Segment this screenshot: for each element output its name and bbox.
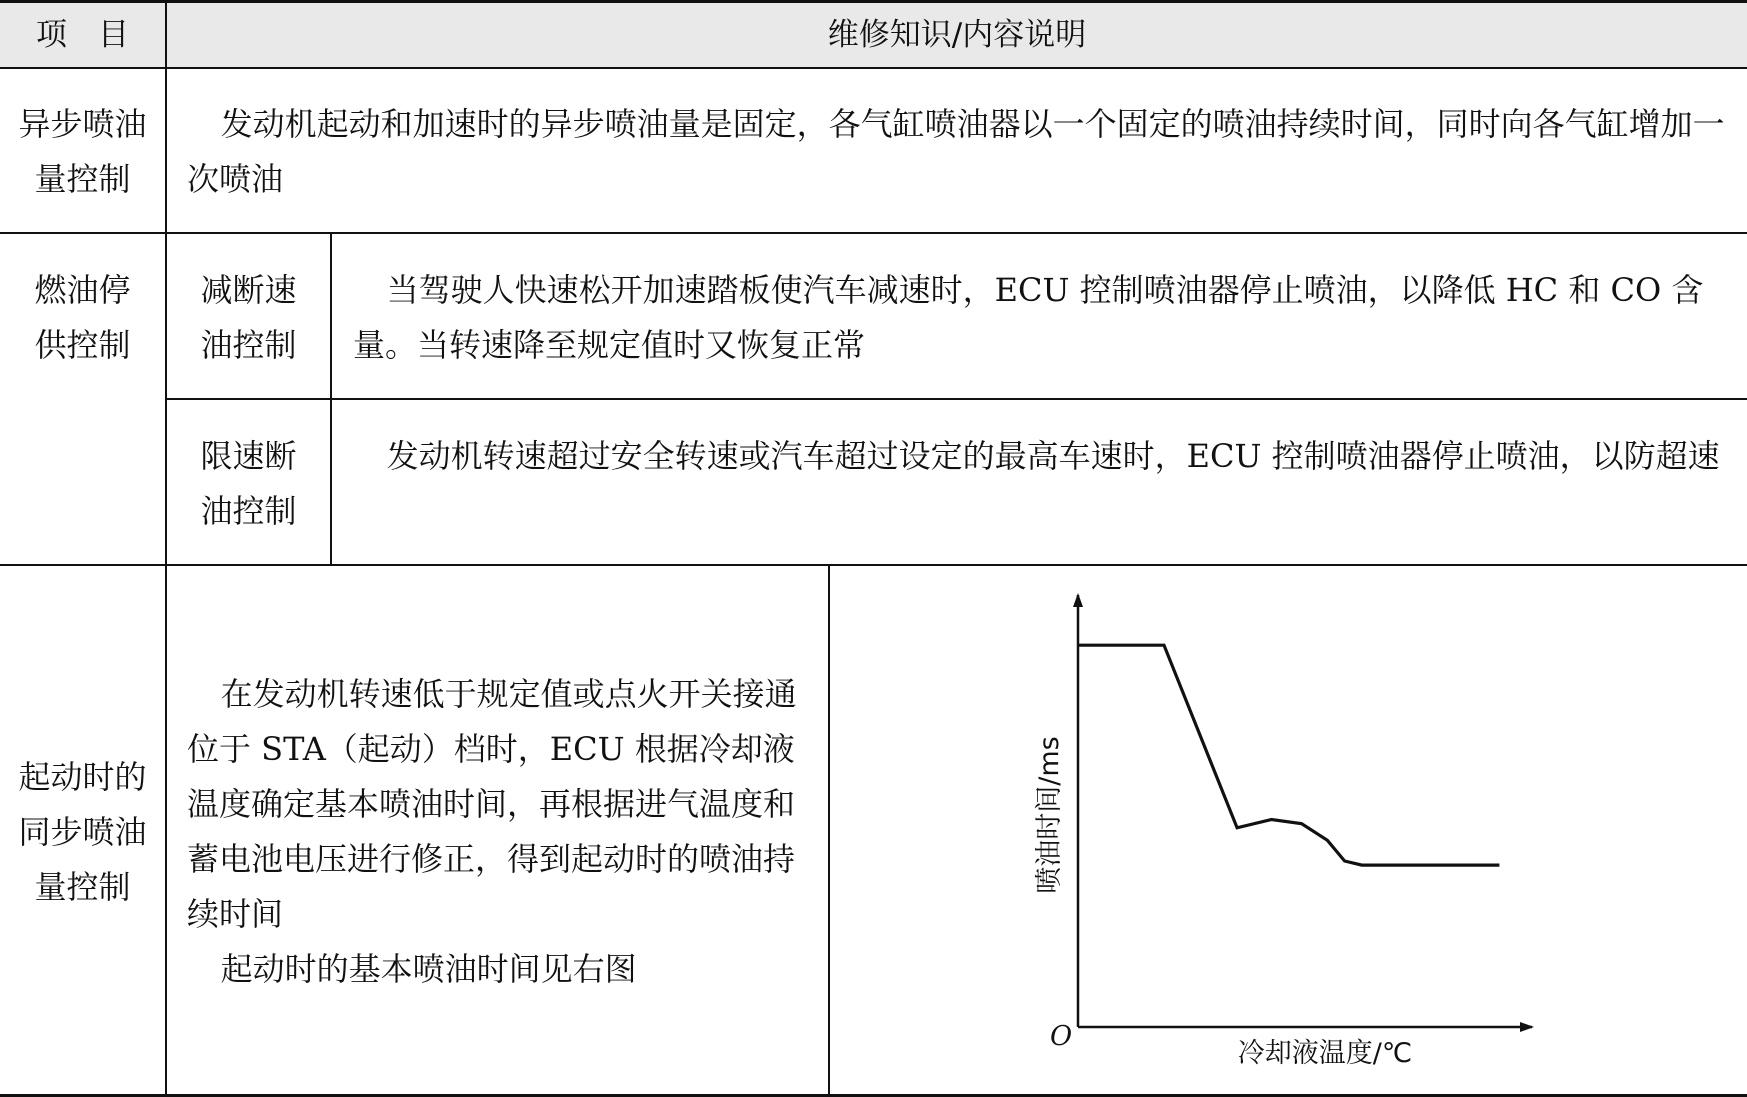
async-row-text: 发动机起动和加速时的异步喷油量是固定，各气缸喷油器以一个固定的喷油持续时间，同时向各气缸增加一次喷油 <box>187 105 1725 198</box>
overspeed-sub-label <box>167 429 330 539</box>
chart-svg <box>1030 585 1550 1075</box>
async-row-bottom-rule <box>0 232 1747 234</box>
injection-time-chart <box>1030 585 1550 1075</box>
header-item: 项 目 <box>36 17 129 53</box>
y-axis-label: 喷油时间/ms <box>1034 736 1065 894</box>
cutoff-label-line2: 供控制 <box>34 326 131 364</box>
header-content: 维修知识/内容说明 <box>827 17 1087 53</box>
async-label-line1: 异步喷油 <box>18 105 147 143</box>
origin-label: O <box>1050 1021 1073 1052</box>
decel-row-text: 当驾驶人快速松开加速踏板使汽车减速时，ECU 控制喷油器停止喷油，以降低 HC 和 CO 含量。当转速降至规定值时又恢复正常 <box>353 271 1704 364</box>
startup-row-note: 起动时的基本喷油时间见右图 <box>220 950 637 988</box>
async-label-line2: 量控制 <box>34 160 131 198</box>
decel-sub-label <box>167 263 330 373</box>
startup-label-line2: 同步喷油 <box>18 813 147 851</box>
startup-row-text: 在发动机转速低于规定值或点火开关接通位于 STA（起动）档时，ECU 根据冷却液温度确定基本喷油时间，再根据进气温度和蓄电池电压进行修正，得到起动时的喷油持续时间 <box>187 675 797 933</box>
figure-column-rule <box>828 564 830 1097</box>
startup-label-line3: 量控制 <box>34 868 131 906</box>
cutoff-row-label <box>0 263 165 373</box>
x-axis-label: 冷却液温度/℃ <box>1237 1038 1413 1069</box>
decel-label-line1: 减断速 <box>200 271 297 309</box>
decel-row-bottom-rule <box>166 398 1747 400</box>
cutoff-row-bottom-rule <box>0 564 1747 566</box>
decel-label-line2: 油控制 <box>200 326 297 364</box>
overspeed-label-line2: 油控制 <box>200 492 297 530</box>
sub-item-column-rule <box>330 232 332 566</box>
overspeed-label-line1: 限速断 <box>200 437 297 475</box>
item-column-rule <box>165 0 167 1097</box>
async-row-label <box>0 97 165 207</box>
series-line-injection-time <box>1078 645 1499 865</box>
cutoff-label-line1: 燃油停 <box>34 271 131 309</box>
overspeed-row-text: 发动机转速超过安全转速或汽车超过设定的最高车速时，ECU 控制喷油器停止喷油，以防超速 <box>386 437 1720 475</box>
startup-label-line1: 起动时的 <box>18 758 147 796</box>
startup-row-label <box>0 750 165 915</box>
